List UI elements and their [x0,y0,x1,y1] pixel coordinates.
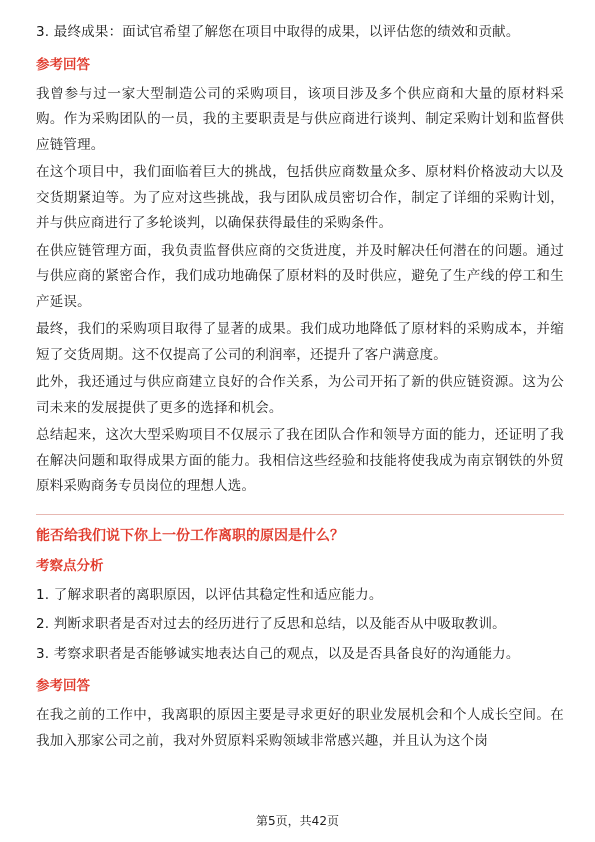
analysis-heading: 考察点分析 [36,557,104,574]
answer-paragraph-4: 最终，我们的采购项目取得了显著的成果。我们成功地降低了原材料的采购成本，并缩短了交货周期。这不仅提高了公司的利润率，还提升了客户满意度。 [36,321,564,363]
answer-paragraph-2: 在这个项目中，我们面临着巨大的挑战，包括供应商数量众多、原材料价格波动大以及交货期紧迫等。为了应对这些挑战，我与团队成员密切合作，制定了详细的采购计划，并与供应商进行了多轮谈判，以确保获得最佳的采购条件。 [36,164,564,231]
section-divider [36,514,564,515]
criteria-item-3: 3. 最终成果：面试官希望了解您在项目中取得的成果，以评估您的绩效和贡献。 [36,24,520,40]
page-number: 第5页，共42页 [256,814,339,828]
reference-answer-heading-1: 参考回答 [36,56,90,73]
answer-paragraph-3: 在供应链管理方面，我负责监督供应商的交货进度，并及时解决任何潜在的问题。通过与供应商的紧密合作，我们成功地确保了原材料的及时供应，避免了生产线的停工和生产延误。 [36,242,564,310]
analysis-item-2: 2. 判断求职者是否对过去的经历进行了反思和总结，以及能否从中吸取教训。 [36,616,506,632]
question-heading: 能否给我们说下你上一份工作离职的原因是什么？ [36,527,344,544]
analysis-item-3: 3. 考察求职者是否能够诚实地表达自己的观点，以及是否具备良好的沟通能力。 [36,645,520,662]
answer-paragraph-6: 总结起来，这次大型采购项目不仅展示了我在团队合作和领导方面的能力，还证明了我在解决问题和取得成果方面的能力。我相信这些经验和技能将使我成为南京钢铁的外贸原料采购商务专员岗位的理想人选。 [36,427,564,494]
analysis-item-1: 1. 了解求职者的离职原因，以评估其稳定性和适应能力。 [36,586,383,603]
answer-paragraph-5: 此外，我还通过与供应商建立良好的合作关系，为公司开拓了新的供应链资源。这为公司未来的发展提供了更多的选择和机会。 [36,374,564,416]
reference-answer-heading-2: 参考回答 [36,678,90,694]
answer-paragraph-1: 我曾参与过一家大型制造公司的采购项目，该项目涉及多个供应商和大量的原材料采购。作为采购团队的一员，我的主要职责是与供应商进行谈判、制定采购计划和监督供应链管理。 [36,85,564,153]
answer2-paragraph-1: 在我之前的工作中，我离职的原因主要是寻求更好的职业发展机会和个人成长空间。在我加入那家公司之前，我对外贸原料采购领域非常感兴趣，并且认为这个岗 [36,707,564,749]
page-content [36,20,564,756]
